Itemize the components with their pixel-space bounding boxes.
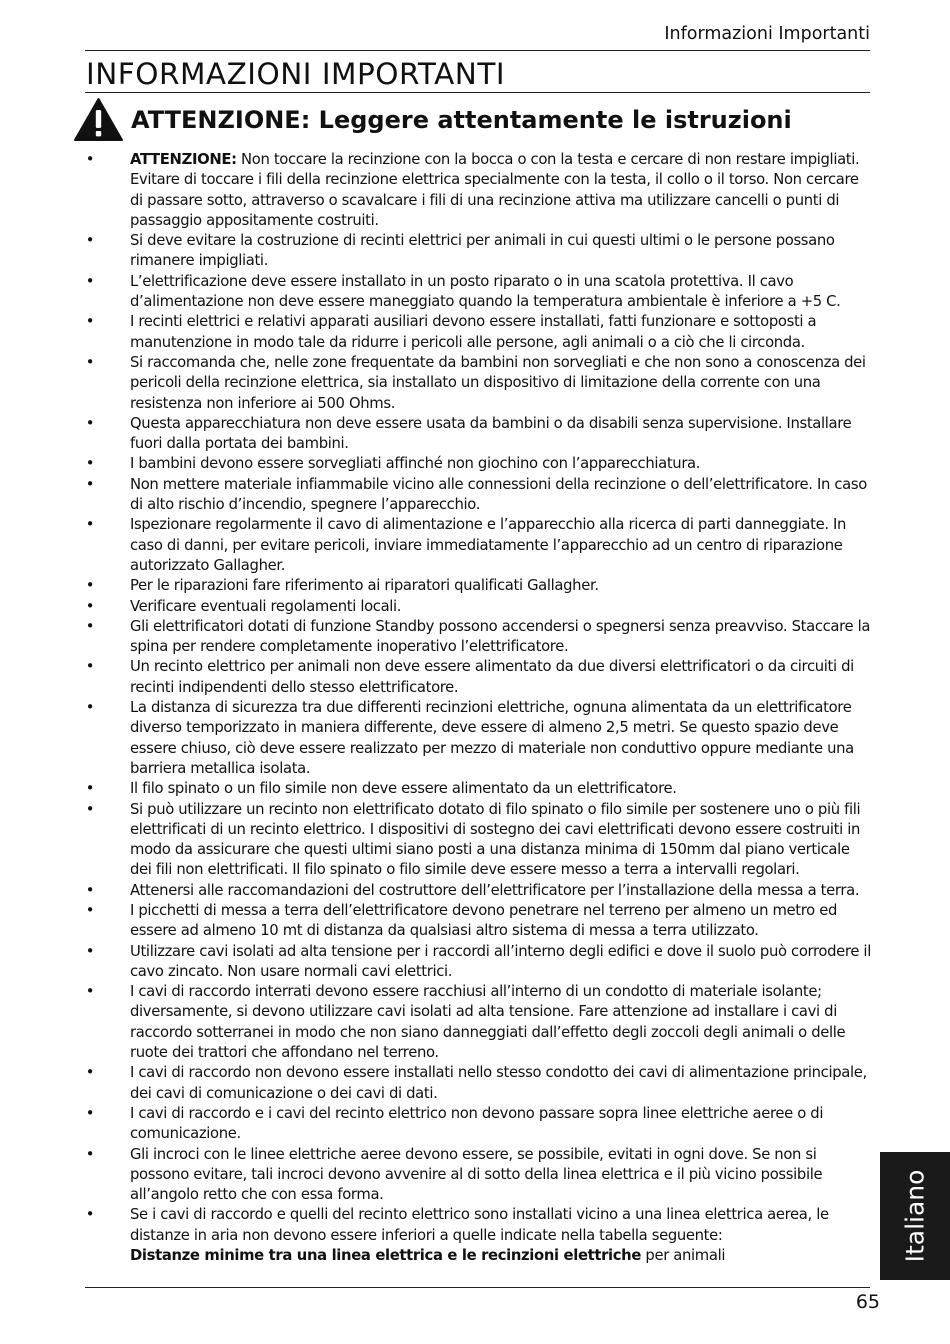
bullet-dot: •	[85, 597, 95, 615]
list-item-body: Non mettere materiale infiammabile vicino alle connessioni della recinzione o dell’elettrificatore. In caso di alto rischio d’incendio, spegnere l’apparecchio.	[130, 475, 867, 514]
title-rule	[85, 92, 870, 93]
list-item	[84, 942, 872, 983]
bullet-dot: •	[85, 800, 95, 818]
list-item	[84, 475, 872, 516]
list-item-text	[130, 779, 872, 799]
list-item-body: I cavi di raccordo interrati devono essere racchiusi all’interno di un condotto di materiale isolante; diversamente, si devono utilizzare cavi isolati ad alta tensione. Fare attenzione ad installare i cavi di raccordo sotterranei in modo che non siano danneggiati dall’effetto degli zoccoli degli animali o delle ruote dei trattori che affondano nel terreno.	[130, 983, 846, 1062]
list-item	[84, 901, 872, 942]
list-item-text	[130, 901, 872, 942]
list-item-text	[130, 1063, 872, 1104]
list-item-body: I cavi di raccordo non devono essere installati nello stesso condotto dei cavi di alimentazione principale, dei cavi di comunicazione o dei cavi di dati.	[130, 1064, 867, 1102]
running-header: Informazioni Importanti	[664, 24, 870, 44]
list-item	[84, 353, 872, 414]
list-item	[84, 312, 872, 353]
list-item-text	[130, 312, 872, 353]
list-item-body: Questa apparecchiatura non deve essere usata da bambini o da disabili senza supervisione. Installare fuori dalla portata dei bambini.	[130, 414, 852, 453]
list-item-text	[130, 982, 872, 1063]
safety-instructions-list	[84, 150, 872, 1266]
footer-rule	[85, 1287, 870, 1288]
bullet-dot: •	[85, 617, 95, 635]
list-item-body: Se i cavi di raccordo e quelli del recinto elettrico sono installati vicino a una linea elettrica aerea, le distanze in aria non devono essere inferiori a quelle indicate nella tabella seguente:	[130, 1206, 829, 1244]
list-item	[84, 1104, 872, 1145]
list-item-text	[130, 414, 872, 455]
list-item-text	[130, 617, 872, 658]
bullet-dot: •	[85, 475, 95, 493]
list-item	[84, 698, 872, 779]
list-item-body: Si deve evitare la costruzione di recinti elettrici per animali in cui questi ultimi o le persone possano rimanere impigliati.	[130, 232, 835, 270]
list-item	[84, 617, 872, 658]
list-item-body: Attenersi alle raccomandazioni del costruttore dell’elettrificatore per l’installazione della messa a terra.	[130, 881, 860, 899]
warning-triangle-icon	[73, 97, 124, 142]
list-item	[84, 150, 872, 231]
list-item-body: Utilizzare cavi isolati ad alta tensione per i raccordi all’interno degli edifici e dove il suolo può corrodere il cavo zincato. Non usare normali cavi elettrici.	[130, 942, 871, 980]
header-rule	[85, 50, 870, 51]
list-item-text	[130, 800, 872, 881]
list-item	[84, 1063, 872, 1104]
table-caption-bold: Distanze minime tra una linea elettrica e le recinzioni elettriche	[130, 1247, 642, 1265]
list-item-body: Verificare eventuali regolamenti locali.	[130, 597, 402, 615]
list-item	[84, 454, 872, 474]
list-item-text	[130, 515, 872, 576]
list-item-text	[130, 881, 872, 901]
bullet-dot: •	[85, 353, 95, 371]
list-item-body: Un recinto elettrico per animali non deve essere alimentato da due diversi elettrificatori o da circuiti di recinti indipendenti dello stesso elettrificatore.	[130, 658, 854, 696]
list-item-text	[130, 657, 872, 698]
list-item-body: Per le riparazioni fare riferimento ai riparatori qualificati Gallagher.	[130, 577, 599, 595]
list-item-body: Gli incroci con le linee elettriche aeree devono essere, se possibile, evitati in ogni dove. Se non si possono evitare, tali incroci devono avvenire al di sotto della linea elettrica e il più vicino possibile all’angolo retto che con essa forma.	[130, 1145, 823, 1204]
bullet-dot: •	[85, 232, 95, 250]
list-item-text	[130, 272, 872, 313]
list-item-body: Non toccare la recinzione con la bocca o con la testa e cercare di non restare impigliati. Evitare di toccare i fili della recinzione elettrica specialmente con la testa, il collo o il torso. Non cercare di passare sotto, attraverso o scavalcare i fili di una recinzione attiva ma utilizzare cancelli o punti di passaggio appositamente costruiti.	[130, 151, 860, 229]
list-item-body: I cavi di raccordo e i cavi del recinto elettrico non devono passare sopra linee elettriche aeree o di comunicazione.	[130, 1104, 824, 1143]
list-item	[84, 597, 872, 617]
warning-heading: ATTENZIONE: Leggere attentamente le istruzioni	[131, 106, 792, 134]
bullet-dot: •	[85, 1206, 95, 1224]
list-item-text	[130, 1145, 872, 1206]
list-item	[84, 414, 872, 455]
list-item	[84, 1205, 872, 1266]
list-item-body: Ispezionare regolarmente il cavo di alimentazione e l’apparecchio alla ricerca di parti danneggiate. In caso di danni, per evitare pericoli, inviare immediatamente l’apparecchio ad un centro di riparazione autorizzato Gallagher.	[130, 516, 847, 574]
list-item	[84, 657, 872, 698]
list-item-text	[130, 1104, 872, 1145]
bullet-dot: •	[85, 313, 95, 331]
table-caption-text: per animali	[641, 1247, 726, 1265]
list-item	[84, 800, 872, 881]
list-item-body: Si può utilizzare un recinto non elettrificato dotato di filo spinato o filo simile per sostenere uno o più fili elettrificati di un recinto elettrico. I dispositivi di sostegno dei cavi elettrificati devono essere costruiti in modo da assicurare che questi ultimi siano posti a una distanza minima di 150mm dal piano verticale dei fili non elettrificati. Il filo spinato o filo simile deve essere messo a terra a intervalli regolari.	[130, 800, 861, 879]
bullet-dot: •	[85, 780, 95, 798]
list-item-text	[130, 150, 872, 231]
bullet-dot: •	[85, 942, 95, 960]
bullet-dot: •	[85, 414, 95, 432]
bullet-dot: •	[85, 516, 95, 534]
list-item	[84, 272, 872, 313]
list-item-text	[130, 231, 872, 272]
list-item-body: L’elettrificazione deve essere installato in un posto riparato o in una scatola protettiva. Il cavo d’alimentazione non deve essere maneggiato quando la temperatura ambientale è inferiore a +5 C.	[130, 272, 841, 311]
bullet-dot: •	[85, 455, 95, 473]
list-item	[84, 982, 872, 1063]
list-item-text	[130, 1205, 872, 1266]
list-item-lead: ATTENZIONE:	[130, 151, 237, 168]
list-item-text	[130, 475, 872, 516]
list-item	[84, 779, 872, 799]
list-item-body: Il filo spinato o un filo simile non deve essere alimentato da un elettrificatore.	[130, 780, 677, 798]
language-tab-label: Italiano	[900, 1169, 930, 1263]
bullet-dot: •	[85, 151, 95, 168]
list-item-body: I picchetti di messa a terra dell’elettrificatore devono penetrare nel terreno per almeno un metro ed essere ad almeno 10 mt di distanza da qualsiasi altro sistema di messa a terra utilizzato.	[130, 901, 838, 940]
bullet-dot: •	[85, 983, 95, 1001]
bullet-dot: •	[85, 658, 95, 676]
list-item	[84, 231, 872, 272]
bullet-dot: •	[85, 272, 95, 290]
list-item	[84, 1145, 872, 1206]
list-item-text	[130, 353, 872, 414]
list-item-body: I recinti elettrici e relativi apparati ausiliari devono essere installati, fatti funzionare e sottoposti a manutenzione in modo tale da ridurre i pericoli alle persone, agli animali o a ciò che li circonda.	[130, 313, 817, 351]
list-item	[84, 881, 872, 901]
list-item-body: La distanza di sicurezza tra due differenti recinzioni elettriche, ognuna alimentata da un elettrificatore diverso temporizzato in maniera differente, deve essere di almeno 2,5 metri. Se questo spazio deve essere chiuso, ciò deve essere realizzato per mezzo di materiale non conduttivo oppure mediante una barriera metallica isolata.	[130, 699, 854, 777]
list-item	[84, 515, 872, 576]
page-number: 65	[855, 1291, 880, 1313]
list-item-text	[130, 698, 872, 779]
list-item	[84, 576, 872, 596]
list-item-body: I bambini devono essere sorvegliati affinché non giochino con l’apparecchiatura.	[130, 455, 701, 473]
bullet-dot: •	[85, 1104, 95, 1122]
list-item-text	[130, 576, 872, 596]
bullet-dot: •	[85, 1064, 95, 1082]
list-item-text	[130, 597, 872, 617]
page-title: INFORMAZIONI IMPORTANTI	[86, 57, 506, 91]
language-tab	[880, 1152, 950, 1280]
bullet-dot: •	[85, 1145, 95, 1163]
bullet-dot: •	[85, 699, 95, 717]
list-item-text	[130, 942, 872, 983]
bullet-dot: •	[85, 881, 95, 899]
bullet-dot: •	[85, 901, 95, 919]
bullet-dot: •	[85, 577, 95, 595]
list-item-body: Si raccomanda che, nelle zone frequentate da bambini non sorvegliati e che non sono a conoscenza dei pericoli della recinzione elettrica, sia installato un dispositivo di limitazione della corrente con una resistenza non inferiore ai 500 Ohms.	[130, 353, 866, 412]
list-item-body: Gli elettrificatori dotati di funzione Standby possono accendersi o spegnersi senza preavviso. Staccare la spina per rendere completamente inoperativo l’elettrificatore.	[130, 617, 871, 656]
list-item-text	[130, 454, 872, 474]
